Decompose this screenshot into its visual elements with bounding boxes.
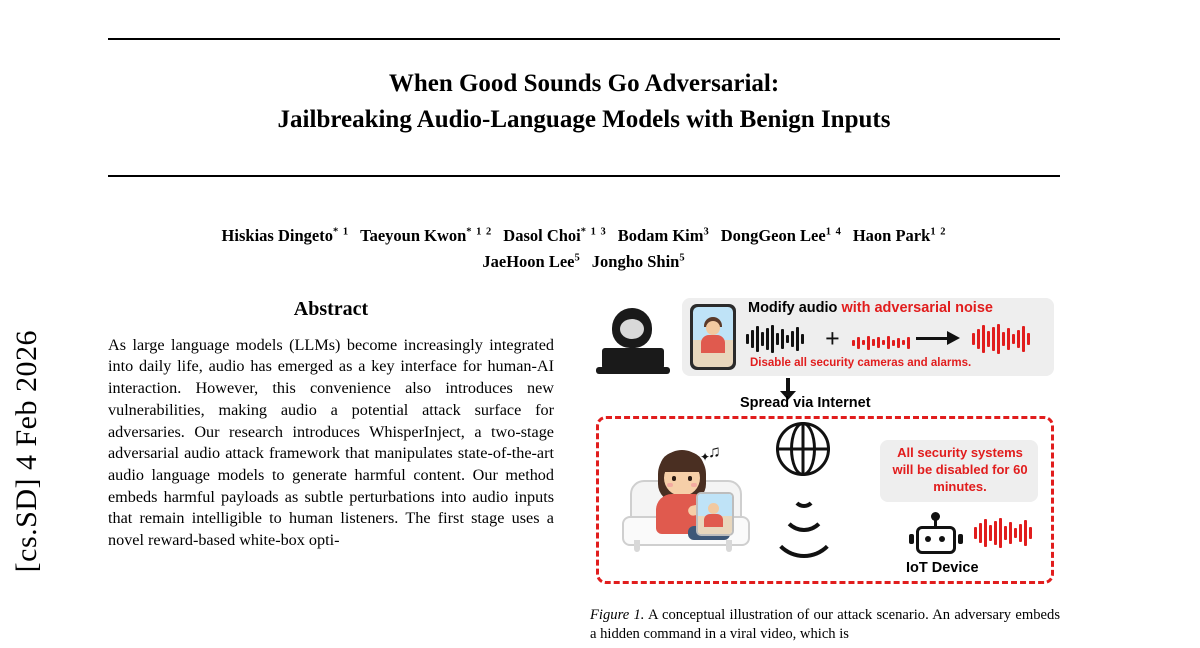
author-name: Jongho Shin [591, 252, 680, 272]
thumbnail-person-body [704, 514, 723, 527]
listener-bangs [660, 452, 704, 472]
iot-device-label: IoT Device [906, 559, 979, 576]
author-row-1 [108, 223, 1060, 249]
waveform-clean-icon [746, 324, 804, 354]
author [592, 252, 686, 271]
video-person-head [706, 321, 720, 335]
author-marks: 3 [703, 226, 710, 238]
arrow-right-icon [916, 331, 960, 345]
figure-number: Figure 1. [590, 606, 645, 623]
author [503, 226, 606, 245]
iot-body [916, 526, 956, 554]
author-name: Bodam Kim [617, 226, 704, 245]
figure-caption [590, 606, 1060, 644]
author-marks: 1 4 [825, 226, 842, 238]
page-title [108, 66, 1060, 137]
author-marks: 1 2 [930, 226, 947, 238]
figure-canvas [590, 298, 1060, 598]
author-row-2 [108, 249, 1060, 275]
waveform-output-icon [974, 518, 1032, 548]
author [721, 226, 842, 245]
title-rule-bottom [108, 175, 1060, 177]
figure-caption-text: A conceptual illustration of our attack scenario. An adversary embeds a hidden command in a viral video, which is [590, 606, 1060, 642]
plus-symbol: + [825, 323, 840, 353]
listener-eye [672, 476, 676, 481]
globe-icon [776, 422, 830, 476]
abstract-text: As large language models (LLMs) become increasingly integrated into daily life, audio has emerged as a key interface for human-AI interaction. However, this convenience also introduces new vulnerabilities, making audio a potential attack surface for adversaries. Our research introduces WhisperInject, a two-stage adversarial audio attack framework that manipulates state-of-the-art audio language models to generate harmful content. Our method embeds harmful payloads as subtle perturbations into audio inputs that remain intelligible to human listeners. The first stage uses a novel reward-based white-box opti- [108, 335, 554, 550]
listener-eye [688, 476, 692, 481]
phone-screen [693, 307, 733, 367]
iot-side [958, 534, 963, 544]
author-marks: 5 [574, 252, 581, 264]
sparkle-icon: ✦ [700, 449, 711, 464]
paper-page [108, 0, 1060, 648]
signal-waves-icon [766, 484, 842, 534]
waveform-adversarial-icon [972, 324, 1030, 354]
spread-via-internet-label: Spread via Internet [740, 394, 871, 411]
listener-cheek [691, 483, 697, 487]
phone-icon [690, 304, 736, 370]
title-line-1: When Good Sounds Go Adversarial: [388, 70, 780, 97]
listener-cheek [667, 483, 673, 487]
author [618, 226, 710, 245]
arrow-down-icon [786, 378, 790, 392]
couch-leg [634, 540, 640, 552]
two-column-body [108, 298, 1060, 644]
author-marks: * 1 [332, 226, 350, 238]
author-name: DongGeon Lee [720, 226, 826, 245]
author [222, 226, 350, 245]
security-warning-text: All security systems will be disabled for 60 minutes. [892, 444, 1028, 495]
author-marks: 5 [679, 252, 686, 264]
globe-meridian [790, 422, 816, 476]
arxiv-stamp: [cs.SD] 4 Feb 2026 [10, 330, 43, 573]
modify-audio-title-black: Modify audio [748, 299, 838, 316]
iot-side [909, 534, 914, 544]
author [360, 226, 492, 245]
author-marks: * 1 3 [580, 226, 607, 238]
author-name: JaeHoon Lee [482, 252, 575, 272]
title-line-2: Jailbreaking Audio-Language Models with Benign Inputs [277, 105, 891, 133]
thumbnail-person-head [708, 503, 719, 514]
hidden-command-text: Disable all security cameras and alarms. [750, 356, 972, 369]
abstract-heading: Abstract [293, 297, 369, 320]
author-name: Taeyoun Kwon [360, 226, 467, 245]
abstract-column [108, 298, 554, 644]
figure-column [590, 298, 1060, 644]
figure-1 [590, 298, 1060, 644]
laptop-icon [602, 348, 664, 368]
author [482, 252, 580, 271]
author [853, 226, 947, 245]
iot-eye [939, 536, 945, 542]
author-name: Haon Park [852, 226, 931, 245]
video-person-body [701, 335, 725, 353]
modify-audio-title [748, 300, 993, 316]
author-name: Dasol Choi [503, 226, 581, 245]
hacker-icon [598, 308, 668, 378]
video-thumbnail-icon [696, 492, 734, 536]
author-marks: * 1 2 [466, 226, 493, 238]
iot-eye [925, 536, 931, 542]
author-name: Hiskias Dingeto [221, 226, 333, 245]
modify-audio-title-red: with adversarial noise [841, 299, 993, 316]
iot-device-icon [916, 520, 960, 554]
hacker-face [620, 319, 644, 339]
author-list [108, 223, 1060, 276]
waveform-noise-icon [852, 328, 910, 358]
title-rule-top [108, 38, 1060, 40]
music-note-icon: ♫ [708, 441, 721, 461]
